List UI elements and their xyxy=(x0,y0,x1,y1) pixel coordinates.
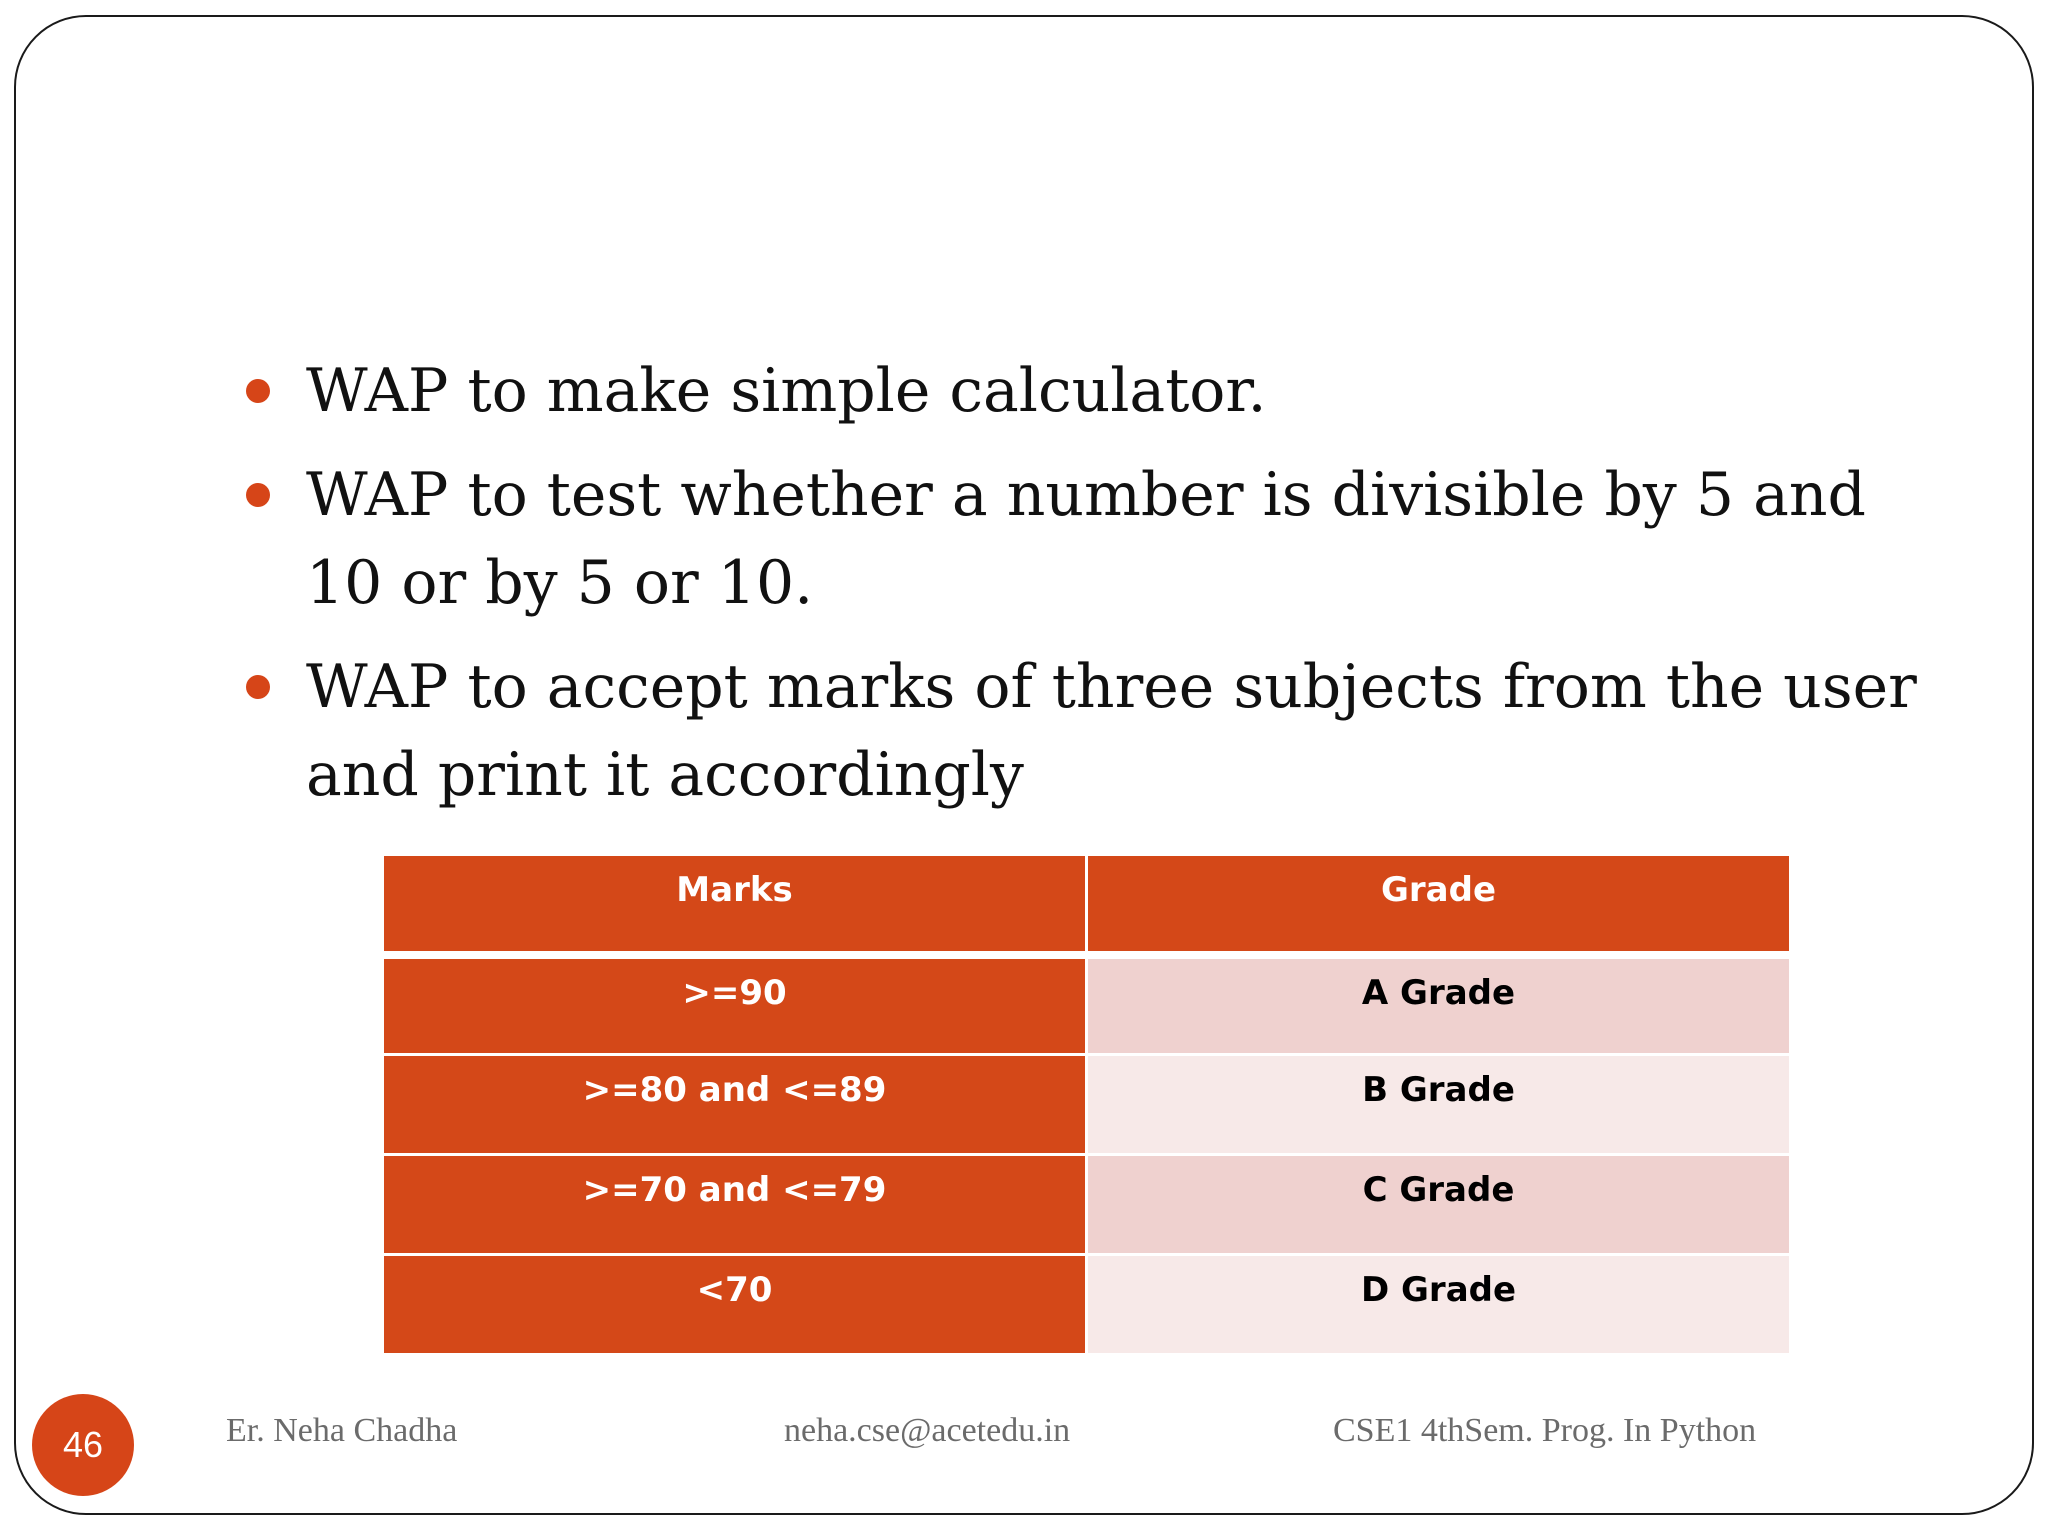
bullet-dot-icon xyxy=(246,483,270,507)
grade-cell: A Grade xyxy=(1087,955,1791,1055)
marks-cell: >=90 xyxy=(383,955,1087,1055)
marks-cell: >=80 and <=89 xyxy=(383,1055,1087,1155)
table-header-row xyxy=(383,855,1791,955)
marks-cell: >=70 and <=79 xyxy=(383,1155,1087,1255)
bullet-list xyxy=(246,347,1946,835)
column-header-grade: Grade xyxy=(1087,855,1791,955)
bullet-dot-icon xyxy=(246,379,270,403)
bullet-item xyxy=(246,451,1946,627)
table-row xyxy=(383,1255,1791,1355)
grade-cell: C Grade xyxy=(1087,1155,1791,1255)
grade-cell: D Grade xyxy=(1087,1255,1791,1355)
footer-author: Er. Neha Chadha xyxy=(226,1412,458,1449)
bullet-text: WAP to make simple calculator. xyxy=(306,356,1267,426)
page-number-badge: 46 xyxy=(32,1394,134,1496)
column-header-marks: Marks xyxy=(383,855,1087,955)
marks-cell: <70 xyxy=(383,1255,1087,1355)
bullet-text: WAP to accept marks of three subjects from the user and print it accordingly xyxy=(306,652,1917,810)
table-row xyxy=(383,955,1791,1055)
grade-table xyxy=(381,853,1792,1356)
bullet-item xyxy=(246,643,1946,819)
table-row xyxy=(383,1055,1791,1155)
bullet-text: WAP to test whether a number is divisible by 5 and 10 or by 5 or 10. xyxy=(306,460,1866,618)
bullet-item xyxy=(246,347,1946,435)
grade-cell: B Grade xyxy=(1087,1055,1791,1155)
table-row xyxy=(383,1155,1791,1255)
footer-course: CSE1 4thSem. Prog. In Python xyxy=(1333,1412,1757,1449)
bullet-dot-icon xyxy=(246,675,270,699)
footer-email: neha.cse@acetedu.in xyxy=(784,1412,1071,1449)
